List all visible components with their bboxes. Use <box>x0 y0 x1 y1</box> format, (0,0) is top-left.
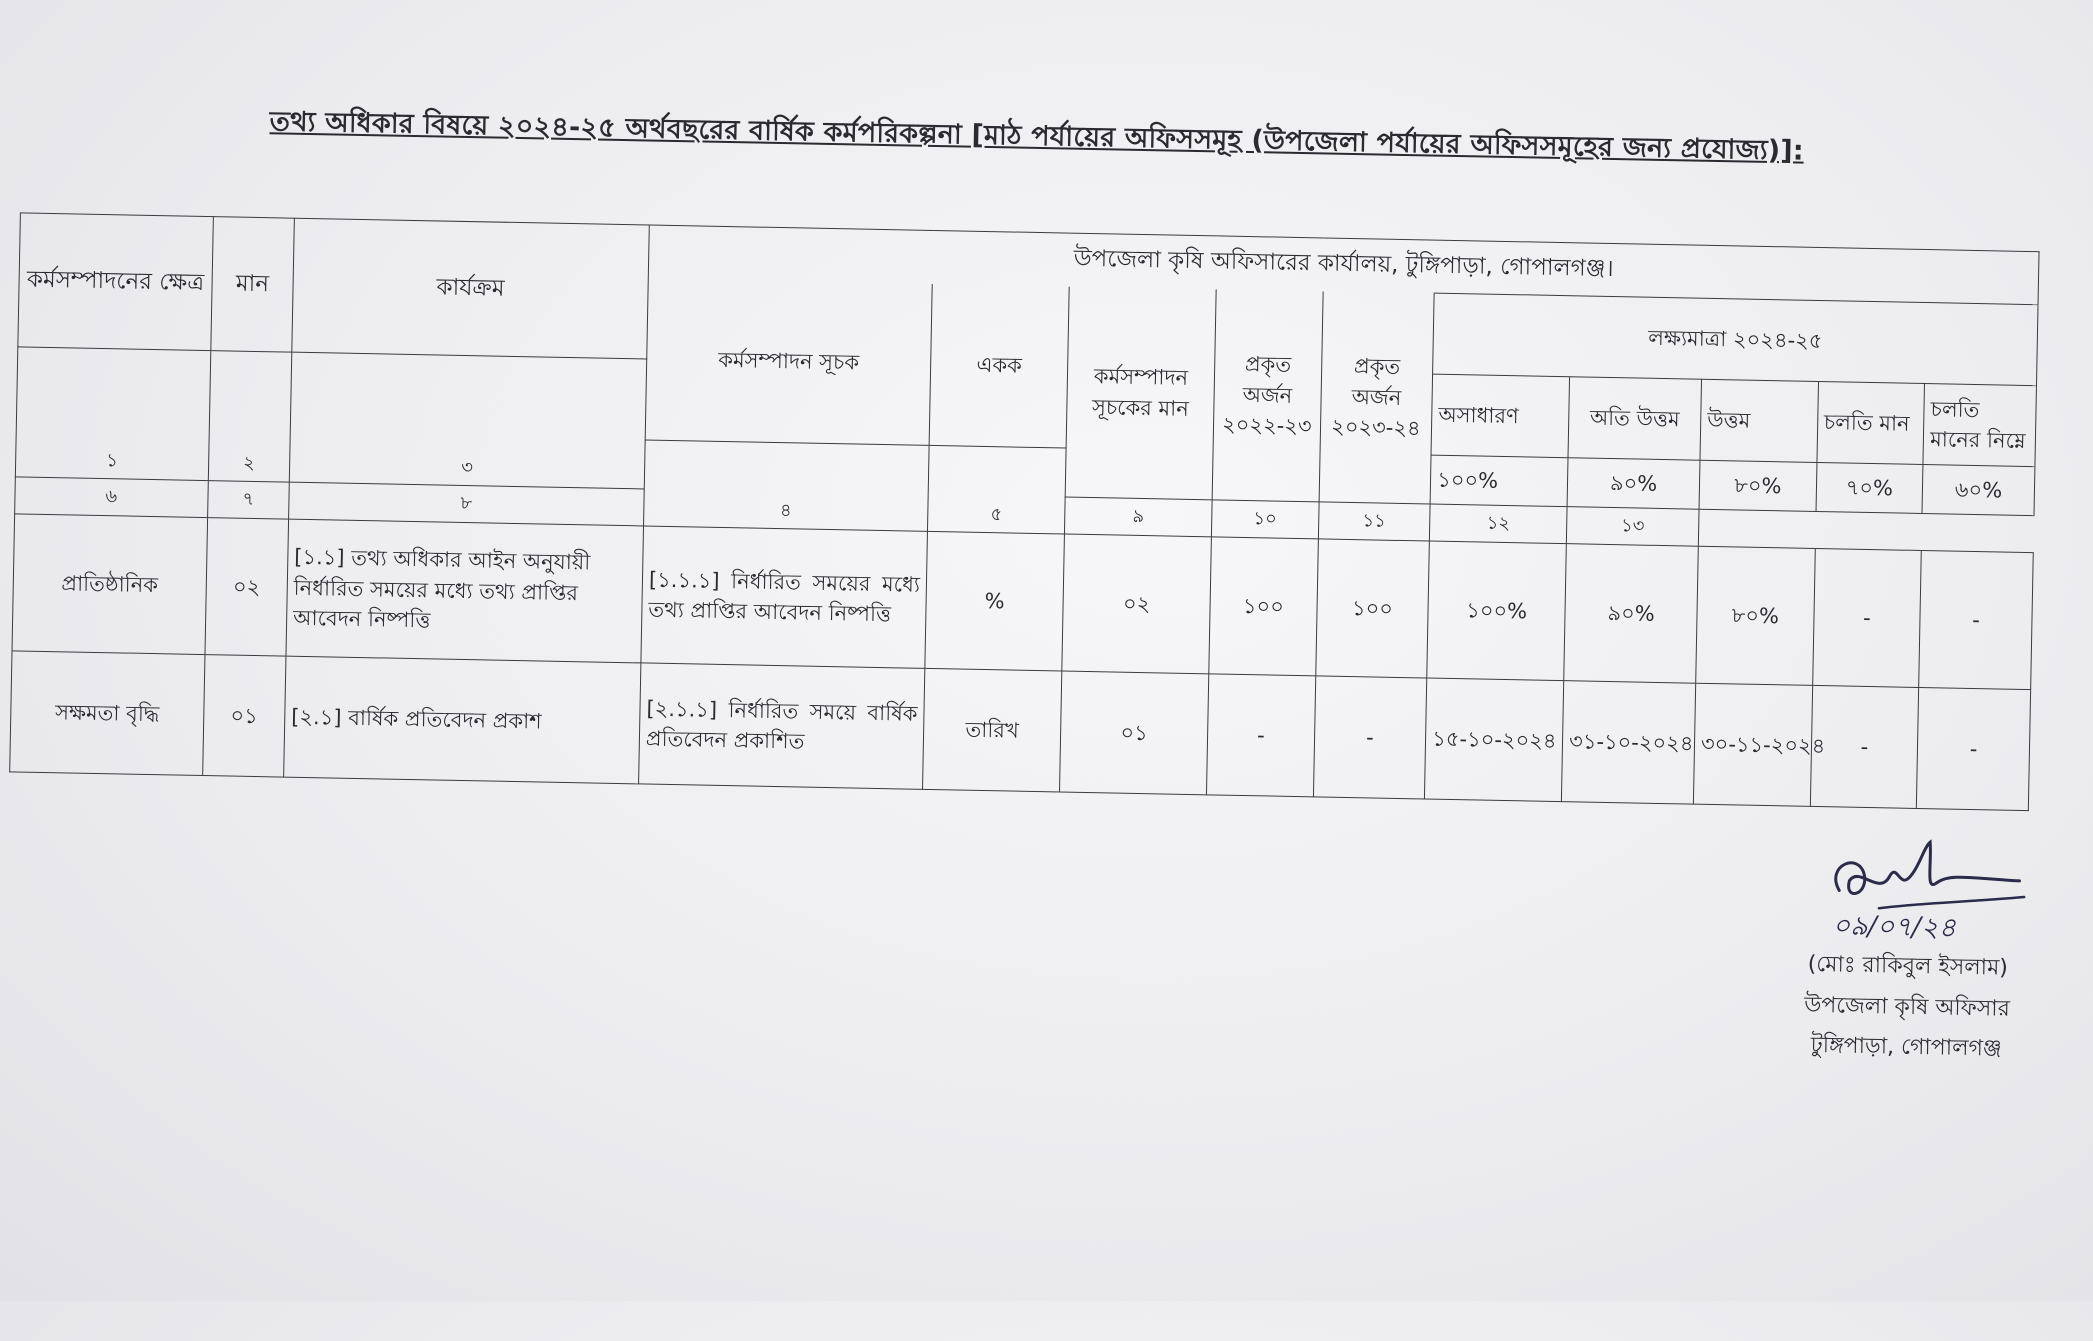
row-activity: [১.১] তথ্য অধিকার আইন অনুযায়ী নির্ধারিত সময়ের মধ্যে তথ্য প্রাপ্তির আবেদন নিষ্পত্তি <box>286 519 644 663</box>
signature-block <box>1756 834 2060 1072</box>
document-title: তথ্য অধিকার বিষয়ে ২০২৪-২৫ অর্থবছরের বার্ষিক কর্মপরিকল্পনা [মাঠ পর্যায়ের অফিসসমূহ (উপজেলা পর্যায়ের অফিসসমূহের জন্য প্রযোজ্য)]: <box>269 106 1805 167</box>
row-target-exceptional: ১৫-১০-২০২৪ <box>1425 678 1564 802</box>
column-number: ১১ <box>1318 502 1430 541</box>
percent-very-good: ৯০% <box>1567 458 1700 510</box>
indicator-header-spacer: ৪ <box>643 440 929 531</box>
header-target-below-current: চলতি মানের নিম্নে <box>1923 384 2036 467</box>
signatory-location: টুঙ্গিপাড়া, গোপালগঞ্জ <box>1810 1033 2002 1062</box>
row-indicator: [১.১.১] নির্ধারিত সময়ের মধ্যে তথ্য প্রাপ্তির আবেদন নিষ্পত্তি <box>641 526 928 668</box>
signature-date: ০৯/০৭/২৪ <box>1832 910 1957 944</box>
row-unit: % <box>925 531 1065 671</box>
row-indicator-value: ০২ <box>1062 534 1212 674</box>
row-actual-2023-24: - <box>1313 676 1427 799</box>
area-header-spacer: ১ <box>15 347 210 481</box>
row-target-below-current: - <box>1919 550 2033 689</box>
row-actual-2022-23: - <box>1207 674 1316 797</box>
value-header-spacer: ২ <box>208 351 292 483</box>
row-activity: [২.১] বার্ষিক প্রতিবেদন প্রকাশ <box>284 656 641 784</box>
header-value: মান <box>211 217 295 353</box>
header-indicator-value: কর্মসম্পাদন সূচকের মান <box>1065 286 1216 500</box>
row-indicator-value: ০১ <box>1059 671 1208 795</box>
percent-good: ৮০% <box>1699 460 1817 511</box>
signatory-designation: উপজেলা কৃষি অফিসার <box>1803 992 2011 1022</box>
header-unit: একক <box>929 283 1069 448</box>
header-target-exceptional: অসাধারণ <box>1431 374 1569 458</box>
header-indicator: কর্মসম্পাদন সূচক <box>645 278 932 445</box>
row-target-below-current: - <box>1917 687 2031 810</box>
activity-header-spacer: ৩ <box>289 352 646 489</box>
signatory-name: (মোঃ রাকিবুল ইসলাম) <box>1807 951 2009 981</box>
row-target-very-good: ৯০% <box>1564 544 1698 684</box>
header-actual-2023-24: প্রকৃত অর্জন ২০২৩-২৪ <box>1319 291 1435 504</box>
column-number: ৯ <box>1064 497 1212 537</box>
row-value: ০১ <box>202 655 285 778</box>
header-actual-2022-23: প্রকৃত অর্জন ২০২২-২৩ <box>1212 289 1323 502</box>
percent-below-current: ৬০% <box>1922 465 2035 516</box>
row-indicator: [২.১.১] নির্ধারিত সময়ে বার্ষিক প্রতিবেদন প্রকাশিত <box>639 663 925 789</box>
column-number: ৮ <box>288 482 644 526</box>
column-number: ১২ <box>1430 504 1568 544</box>
header-target-current: চলতি মান <box>1817 381 1925 464</box>
row-actual-2023-24: ১০০ <box>1315 539 1429 678</box>
row-value: ০২ <box>205 518 289 657</box>
column-number: ১০ <box>1211 500 1318 539</box>
header-target-very-good: অতি উত্তম <box>1568 377 1701 461</box>
unit-header-spacer: ৫ <box>927 445 1066 534</box>
row-target-good: ৩০-১১-২০২৪ <box>1693 683 1812 806</box>
percent-exceptional: ১০০% <box>1430 455 1568 507</box>
row-target-current: - <box>1812 548 1921 687</box>
header-area: কর্মসম্পাদনের ক্ষেত্র <box>18 213 213 351</box>
action-plan-table <box>9 212 2039 811</box>
row-actual-2022-23: ১০০ <box>1209 537 1318 676</box>
row-area: প্রাতিষ্ঠানিক <box>12 514 207 655</box>
column-number: ১৩ <box>1566 507 1699 547</box>
row-unit: তারিখ <box>923 668 1062 792</box>
row-target-good: ৮০% <box>1696 546 1815 685</box>
column-number: ৭ <box>207 481 289 520</box>
office-name: উপজেলা কৃষি অফিসারের কার্যালয়, টুঙ্গিপাড়া, গোপালগঞ্জ। <box>648 225 2039 305</box>
row-area: সক্ষমতা বৃদ্ধি <box>10 651 205 776</box>
row-target-current: - <box>1810 685 1919 808</box>
percent-current: ৭০% <box>1816 462 1923 513</box>
row-target-exceptional: ১০০% <box>1427 541 1567 681</box>
column-number: ৬ <box>15 477 208 518</box>
header-target-good: উত্তম <box>1700 379 1818 462</box>
row-target-very-good: ৩১-১০-২০২৪ <box>1562 681 1696 805</box>
header-activity: কার্যক্রম <box>292 218 650 359</box>
header-target-group: লক্ষ্যমাত্রা ২০২৪-২৫ <box>1433 293 2038 386</box>
